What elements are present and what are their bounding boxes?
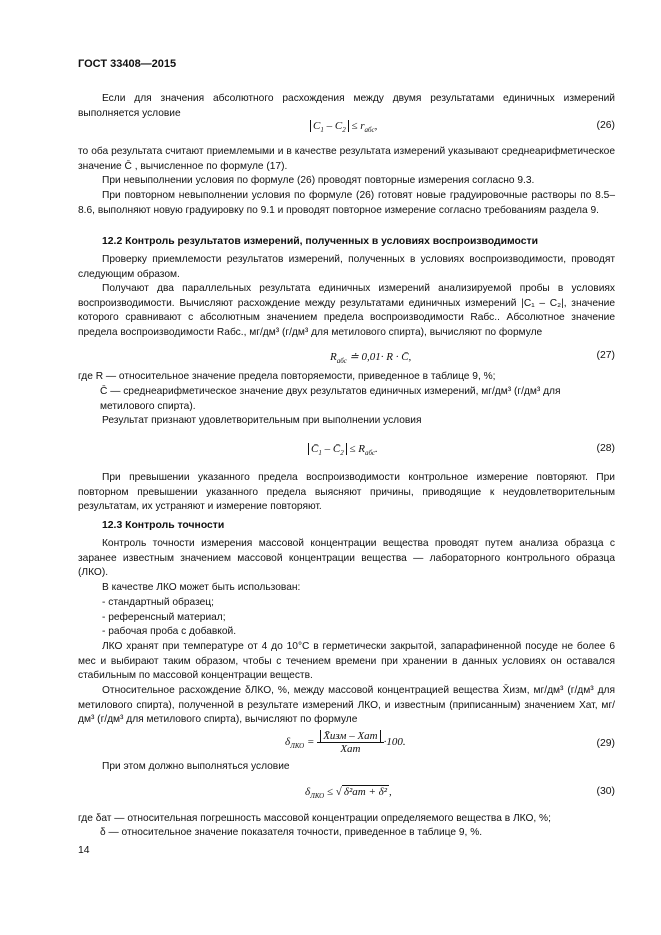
paragraph-10: В качестве ЛКО может быть использован: xyxy=(102,582,301,593)
formula-26 xyxy=(0,120,661,138)
paragraph-8: При превышении указанного предела воспроизводимости контрольное измерение повторяют. При повторном превышении указанного предела выясняют причины, приводящие к неудовлетворительным результатам, их устраняют и измерение повторяют. xyxy=(78,472,615,513)
paragraph-1: Если для значения абсолютного расхождения между двумя результатами единичных измерений выполняется условие xyxy=(78,93,615,119)
formula-28 xyxy=(0,443,661,461)
definition-r: где R — относительное значение предела повторяемости, приведенное в таблице 9, %; xyxy=(78,371,496,382)
paragraph-13: При этом должно выполняться условие xyxy=(102,761,290,772)
formula-number: (27) xyxy=(596,350,615,361)
paragraph-9: Контроль точности измерения массовой концентрации вещества проводят путем анализа образца с заранее известным значением массовой концентрации вещества — лабораторного контрольного образца (ЛКО). xyxy=(78,538,615,579)
paragraph-3: При невыполнении условия по формуле (26) проводят повторные измерения согласно 9.3. xyxy=(102,175,535,186)
paragraph-6: Получают два параллельных результата единичных измерений анализируемой пробы в условиях воспроизводимости. Вычисляют расхождение между результатами единичных измерений |C₁ – C₂|, значение которого сравнивают с абсолютным значением предела воспроизводимости Rабс.. Абсолютное значение предела воспроизводимости Rабс., мг/дм³ (г/дм³ для метилового спирта), вычисляют по формуле xyxy=(78,283,615,338)
formula-27 xyxy=(0,350,661,368)
formula-30 xyxy=(0,786,661,804)
definition-delta-at: где δат — относительная погрешность массовой концентрации определяемого вещества в ЛКО, %; xyxy=(78,813,551,824)
formula-29-body: $\delta_{ЛКО}$ = $\frac{\text{X̄изм – Xат}}{\text{Xат}}$ ·100. xyxy=(285,730,406,755)
paragraph-12: Относительное расхождение δЛКО, %, между массовой концентрацией вещества X̄изм, мг/дм³ (г/дм³ для метилового спирта), полученной в результате измерений ЛКО, и известным (приписанным) значением Xат, мг/дм³ (г/дм³ для метилового спирта), вычисляют по формуле xyxy=(78,685,615,726)
formula-28-body: $C̄_1$ – $C̄_2 \le R_{абс}$. xyxy=(308,443,378,457)
paragraph-7: Результат признают удовлетворительным при выполнении условия xyxy=(102,415,422,426)
formula-26-body: $C_1 - C_2 \le r_{абс}$, xyxy=(310,120,377,134)
paragraph-4: При повторном невыполнении условия по формуле (26) готовят новые градуировочные растворы по 8.5–8.6, выполняют новую градуировку по 9.1 и проводят повторное измерение согласно требованиям раздела 9. xyxy=(78,190,615,216)
section-heading-12-3: 12.3 Контроль точности xyxy=(102,520,225,531)
formula-29 xyxy=(0,730,661,764)
list-item: - стандартный образец; xyxy=(102,597,214,608)
definition-delta: δ — относительное значение показателя точности, приведенное в таблице 9, %. xyxy=(100,827,483,838)
document-header: ГОСТ 33408—2015 xyxy=(78,58,177,70)
list-item: - рабочая проба с добавкой. xyxy=(102,626,237,638)
definition-c: C̄ — среднеарифметическое значение двух результатов единичных измерений, мг/дм³ (г/дм³ для метилового спирта). xyxy=(100,386,561,412)
formula-number: (26) xyxy=(596,120,615,131)
section-heading-12-2: 12.2 Контроль результатов измерений, полученных в условиях воспроизводимости xyxy=(102,236,538,247)
page-number: 14 xyxy=(78,845,90,856)
paragraph-11: ЛКО хранят при температуре от 4 до 10°С в герметически закрытой, запарафиненной посуде не более 6 мес и выбирают таким образом, чтобы с течением времени при хранении в данных условиях он оставался стабильным по массовой концентрации веществ. xyxy=(78,641,615,682)
list-item: - референсный материал; xyxy=(102,611,226,623)
formula-27-body: $R_{абс}$ ≐ 0,01· R · C̄, xyxy=(330,351,412,366)
paragraph-5: Проверку приемлемости результатов измерений, полученных в условиях воспроизводимости, проводят следующим образом. xyxy=(78,254,615,280)
formula-number: (29) xyxy=(596,738,615,749)
lko-list xyxy=(102,596,236,640)
formula-number: (30) xyxy=(596,786,615,797)
formula-30-body: $\delta_{ЛКО}$ ≤ √ δ²ат + δ² , xyxy=(305,786,392,801)
formula-number: (28) xyxy=(596,443,615,454)
paragraph-2: то оба результата считают приемлемыми и в качестве результата измерений указывают среднеарифметическое значение C̄ , вычисленное по формуле (17). xyxy=(78,146,615,172)
